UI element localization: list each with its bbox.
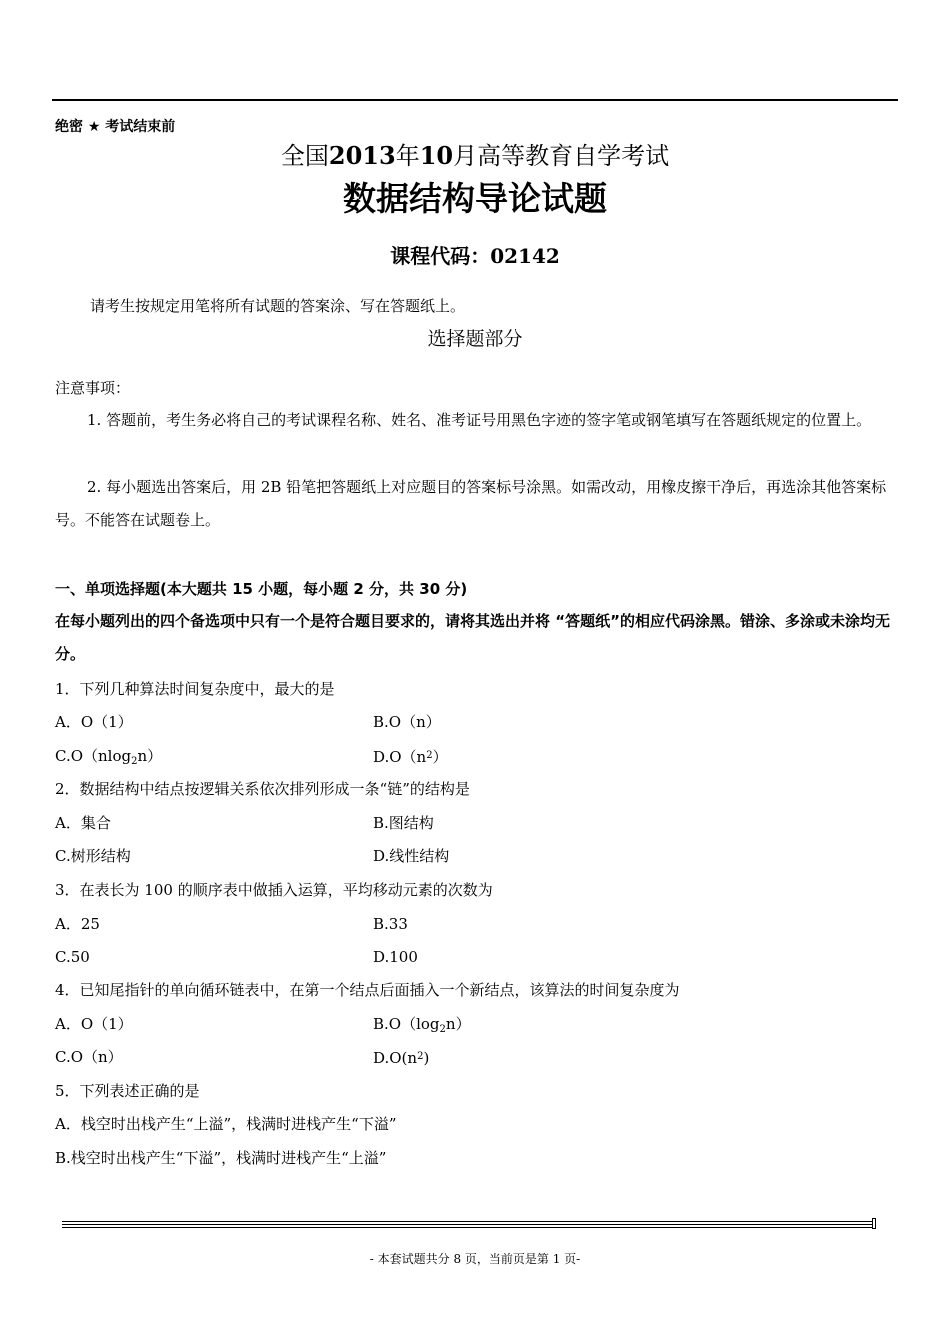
note-item-2: 2. 每小题选出答案后，用 2B 铅笔把答题纸上对应题目的答案标号涂黑。如需改动，用橡皮擦干净后，再选涂其他答案标号。不能答在试题卷上。 <box>55 478 887 529</box>
option-a: A．O（1） <box>55 713 133 731</box>
bottom-rule <box>62 1224 872 1225</box>
option-a: A．栈空时出栈产生“上溢”，栈满时进栈产生“下溢” <box>55 1115 397 1133</box>
rule-end-mark <box>872 1218 876 1229</box>
course-code: 课程代码：02142 <box>390 244 560 268</box>
confidential-label: 绝密 ★ 考试结束前 <box>55 119 176 135</box>
notes-heading: 注意事项： <box>55 379 131 397</box>
bottom-rule <box>62 1221 872 1222</box>
option-b: B.图结构 <box>373 814 434 832</box>
option-b: B.33 <box>373 915 408 933</box>
question-stem: 4．已知尾指针的单向循环链表中，在第一个结点后面插入一个新结点，该算法的时间复杂度为 <box>55 981 680 999</box>
option-b: $B.O(\log_2n)$ <box>373 1015 471 1035</box>
option-b: B.栈空时出栈产生“下溢”，栈满时进栈产生“上溢” <box>55 1149 387 1167</box>
section-title: 选择题部分 <box>427 328 523 350</box>
option-c: C.O（n） <box>55 1048 123 1066</box>
option-d: D.线性结构 <box>373 847 450 865</box>
note-item-1: 1. 答题前，考生务必将自己的考试课程名称、姓名、准考证号用黑色字迹的签字笔或钢笔填写在答题纸规定的位置上。 <box>87 411 872 429</box>
option-d: D.100 <box>373 948 418 966</box>
question-stem: 1．下列几种算法时间复杂度中，最大的是 <box>55 680 335 698</box>
page-footer: - 本套试题共分 8 页，当前页是第 1 页- <box>369 1252 581 1266</box>
question-stem: 2．数据结构中结点按逻辑关系依次排列形成一条“链”的结构是 <box>55 780 470 798</box>
question-stem: 3．在表长为 100 的顺序表中做插入运算，平均移动元素的次数为 <box>55 881 493 899</box>
option-d: $D.O(n^2)$ <box>373 1049 430 1067</box>
answer-instruction: 请考生按规定用笔将所有试题的答案涂、写在答题纸上。 <box>90 297 466 315</box>
bottom-rule <box>62 1227 872 1228</box>
part-description: 在每小题列出的四个备选项中只有一个是符合题目要求的，请将其选出并将 “答题纸”的相应代码涂黑。错涂、多涂或未涂均无分。 <box>55 612 890 663</box>
option-c: C.50 <box>55 948 90 966</box>
option-c: C.O（nlog$_2$n） <box>55 747 163 767</box>
option-c: C.树形结构 <box>55 847 131 865</box>
option-a: A．25 <box>55 915 100 933</box>
top-rule <box>52 99 898 101</box>
option-b: B.O（n） <box>373 713 441 731</box>
part-heading: 一、单项选择题(本大题共 15 小题，每小题 2 分，共 30 分) <box>55 580 468 598</box>
option-a: A．O（1） <box>55 1015 133 1033</box>
option-d: $D.O(n^2)$ <box>373 748 448 766</box>
exam-session-title: 全国2013年10月高等教育自学考试 <box>280 141 670 170</box>
option-a: A．集合 <box>55 814 111 832</box>
exam-title: 数据结构导论试题 <box>343 179 607 218</box>
question-stem: 5．下列表述正确的是 <box>55 1082 200 1100</box>
